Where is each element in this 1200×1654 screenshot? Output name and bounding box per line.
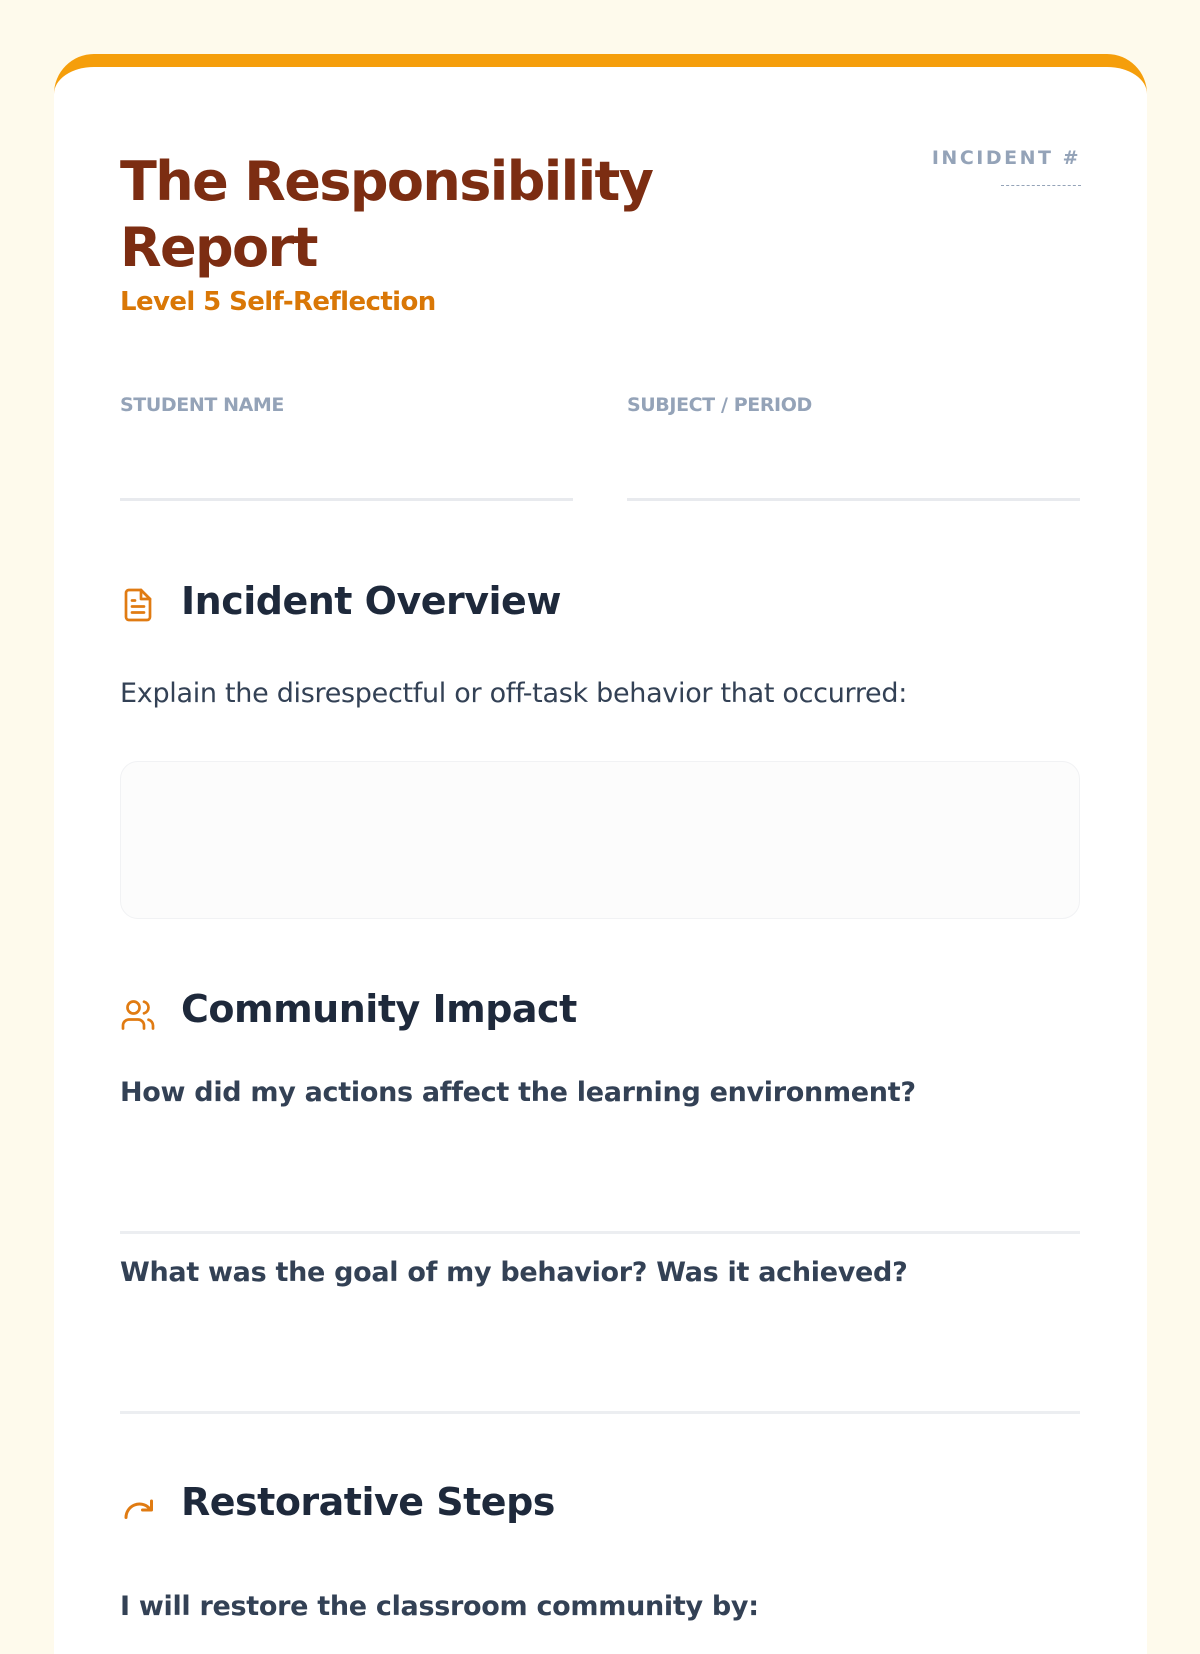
redo-arrow-icon bbox=[120, 1489, 156, 1525]
users-icon bbox=[120, 997, 156, 1033]
subject-period-label: SUBJECT / PERIOD bbox=[627, 394, 812, 416]
behavior-goal-question: What was the goal of my behavior? Was it achieved? bbox=[120, 1257, 908, 1288]
restorative-steps-prompt: I will restore the classroom community by: bbox=[120, 1591, 759, 1622]
page-title: The Responsibility Report bbox=[120, 150, 653, 279]
behavior-goal-answer-line[interactable] bbox=[120, 1411, 1080, 1414]
incident-number-label: INCIDENT # bbox=[931, 147, 1081, 169]
incident-overview-prompt: Explain the disrespectful or off-task behavior that occurred: bbox=[120, 678, 908, 709]
incident-number-field[interactable] bbox=[1001, 185, 1081, 186]
document-icon bbox=[120, 587, 156, 623]
report-card bbox=[54, 54, 1147, 1654]
student-name-label: STUDENT NAME bbox=[120, 394, 284, 416]
incident-description-textarea[interactable] bbox=[120, 761, 1080, 919]
student-name-field[interactable] bbox=[120, 498, 573, 501]
learning-environment-question: How did my actions affect the learning environment? bbox=[120, 1077, 916, 1108]
incident-overview-heading: Incident Overview bbox=[181, 579, 561, 623]
learning-environment-answer-line[interactable] bbox=[120, 1231, 1080, 1234]
subject-period-field[interactable] bbox=[627, 498, 1080, 501]
restorative-steps-heading: Restorative Steps bbox=[181, 1480, 555, 1524]
community-impact-heading: Community Impact bbox=[181, 987, 577, 1031]
page-subtitle: Level 5 Self-Reflection bbox=[120, 287, 436, 317]
